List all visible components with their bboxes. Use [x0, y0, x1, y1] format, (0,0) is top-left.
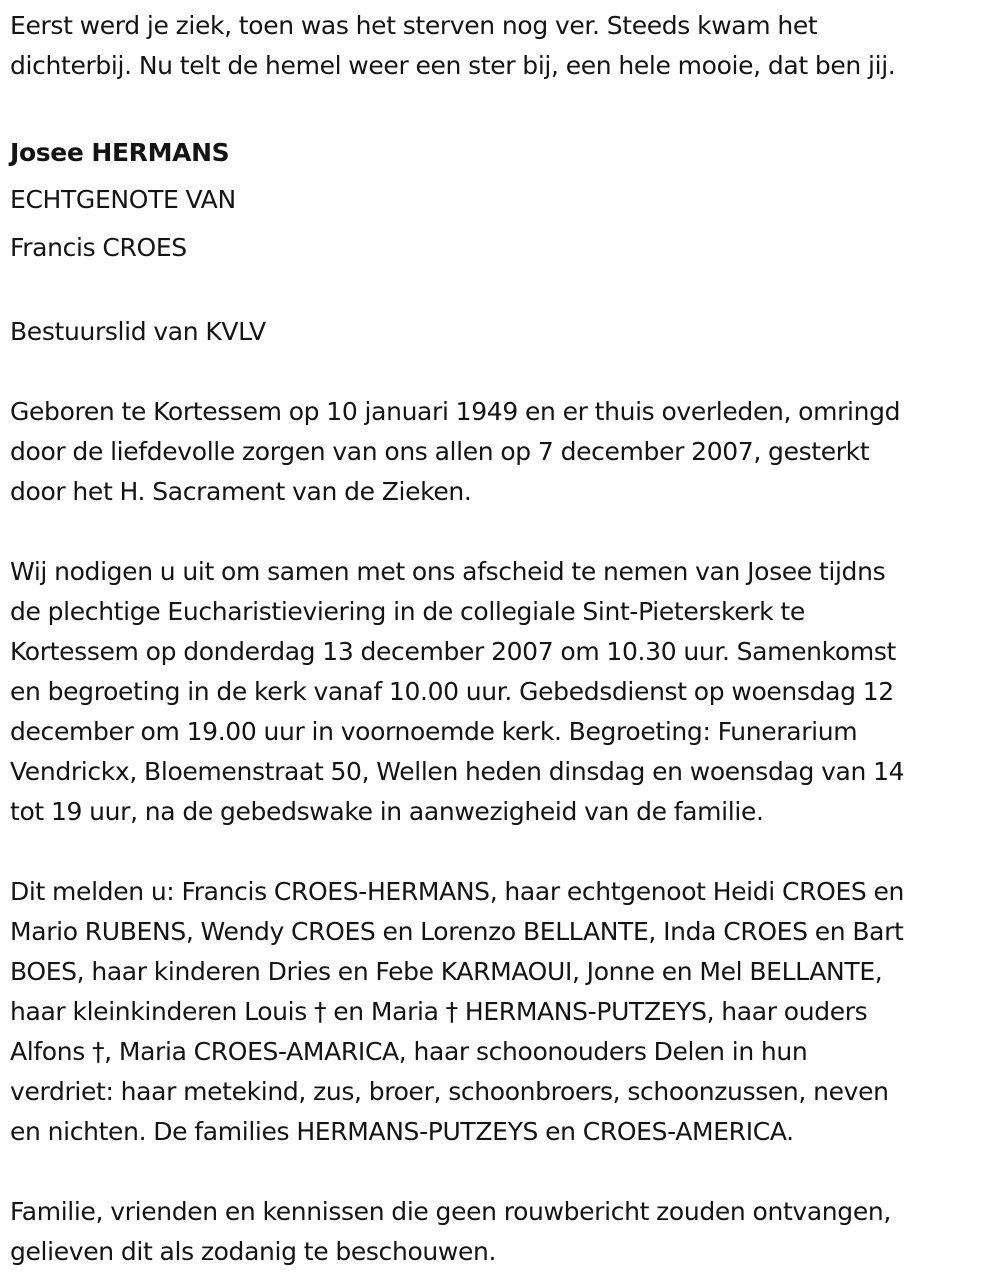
text-line: Mario RUBENS, Wendy CROES en Lorenzo BELLANTE, Inda CROES en Bart [10, 917, 904, 946]
role-text: Bestuurslid van KVLV [10, 317, 266, 346]
poem-line: dichterbij. Nu telt de hemel weer een ster bij, een hele mooie, dat ben jij. [10, 51, 896, 80]
ceremony-paragraph [10, 552, 995, 832]
paragraph-gap [10, 512, 995, 552]
text-line: haar kleinkinderen Louis † en Maria † HERMANS-PUTZEYS, haar ouders [10, 997, 868, 1026]
paragraph-gap [10, 272, 995, 312]
poem-line: Eerst werd je ziek, toen was het sterven nog ver. Steeds kwam het [10, 11, 818, 40]
text-line: Geboren te Kortessem op 10 januari 1949 en er thuis overleden, omringd [10, 397, 901, 426]
spouse-name: Francis CROES [10, 233, 187, 262]
closing-paragraph [10, 1192, 995, 1272]
family-paragraph [10, 872, 995, 1152]
paragraph-gap [10, 352, 995, 392]
opening-poem [10, 6, 995, 86]
paragraph-gap [10, 86, 995, 126]
paragraph-gap [10, 832, 995, 872]
text-line: Dit melden u: Francis CROES-HERMANS, haar echtgenoot Heidi CROES en [10, 877, 905, 906]
text-line: Wij nodigen u uit om samen met ons afscheid te nemen van Josee tijdns [10, 557, 886, 586]
text-line: tot 19 uur, na de gebedswake in aanwezigheid van de familie. [10, 797, 764, 826]
paragraph-gap [10, 1152, 995, 1192]
text-line: Familie, vrienden en kennissen die geen rouwbericht zouden ontvangen, [10, 1197, 891, 1226]
text-line: gelieven dit als zodanig te beschouwen. [10, 1237, 497, 1266]
text-line: BOES, haar kinderen Dries en Febe KARMAOUI, Jonne en Mel BELLANTE, [10, 957, 883, 986]
deceased-block [10, 126, 995, 272]
text-line: de plechtige Eucharistieviering in de collegiale Sint-Pieterskerk te [10, 597, 805, 626]
text-line: Vendrickx, Bloemenstraat 50, Wellen heden dinsdag en woensdag van 14 [10, 757, 905, 786]
text-line: Alfons †, Maria CROES-AMARICA, haar schoonouders Delen in hun [10, 1037, 808, 1066]
relation-label: ECHTGENOTE VAN [10, 185, 236, 214]
text-line: verdriet: haar metekind, zus, broer, schoonbroers, schoonzussen, neven [10, 1077, 889, 1106]
text-line: en begroeting in de kerk vanaf 10.00 uur. Gebedsdienst op woensdag 12 [10, 677, 894, 706]
text-line: door de liefdevolle zorgen van ons allen op 7 december 2007, gesterkt [10, 437, 870, 466]
text-line: december om 19.00 uur in voornoemde kerk. Begroeting: Funerarium [10, 717, 858, 746]
text-line: door het H. Sacrament van de Zieken. [10, 477, 472, 506]
text-line: en nichten. De families HERMANS-PUTZEYS en CROES-AMERICA. [10, 1117, 794, 1146]
deceased-name: Josee HERMANS [10, 138, 230, 167]
birth-death-paragraph [10, 392, 995, 512]
obituary-document [10, 6, 995, 1272]
text-line: Kortessem op donderdag 13 december 2007 om 10.30 uur. Samenkomst [10, 637, 896, 666]
